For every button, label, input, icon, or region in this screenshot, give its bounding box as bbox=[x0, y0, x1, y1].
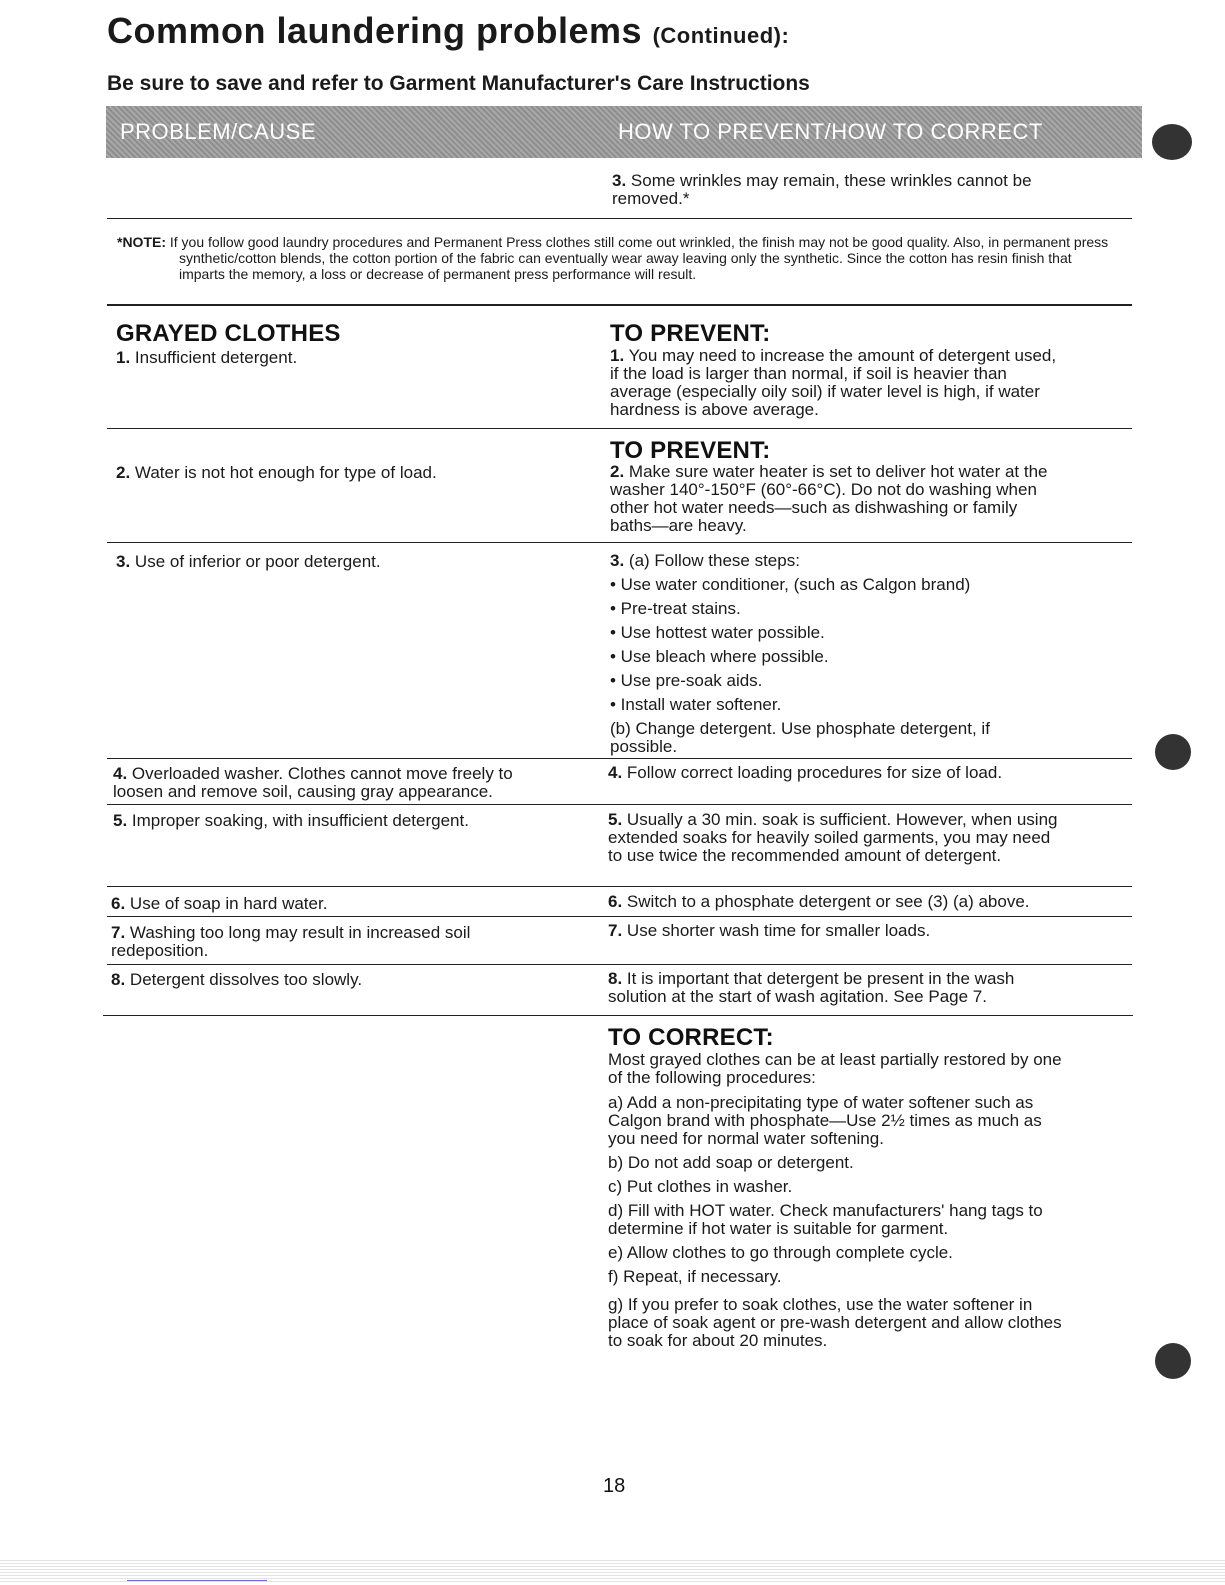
divider bbox=[107, 886, 1132, 887]
fix-item bbox=[608, 811, 1058, 865]
fix-step: • Use pre-soak aids. bbox=[610, 671, 763, 690]
wrinkle-fix-text: Some wrinkles may remain, these wrinkles cannot be removed.* bbox=[612, 171, 1032, 208]
cause-item bbox=[113, 765, 563, 801]
fix-item bbox=[608, 764, 1058, 782]
prevent-heading: TO PREVENT: bbox=[610, 437, 771, 464]
fix-num: 5. bbox=[608, 810, 623, 829]
correct-step: g) If you prefer to soak clothes, use the water softener in place of soak agent or pre-wash detergent and allow clothes to soak for about 20 minutes. bbox=[608, 1295, 1062, 1350]
correct-step: d) Fill with HOT water. Check manufacturers' hang tags to determine if hot water is suitable for garment. bbox=[608, 1201, 1043, 1238]
fix-step-b: (b) Change detergent. Use phosphate detergent, if possible. bbox=[610, 719, 990, 756]
correct-step: b) Do not add soap or detergent. bbox=[608, 1153, 854, 1172]
note-text: If you follow good laundry procedures and Permanent Press clothes still come out wrinkled, the finish may not be good quality. Also, in permanent press synthetic/cotton blends, the cotton portion of the fabric can eventually wear away leaving only the synthetic. Since the cotton has resin finish that imparts the memory, a loss or decrease of permanent press performance will result. bbox=[169, 234, 1109, 282]
scan-artifact-band bbox=[0, 1560, 1225, 1582]
correct-intro: Most grayed clothes can be at least partially restored by one of the following procedures: bbox=[608, 1050, 1062, 1087]
fix-step: • Use water conditioner, (such as Calgon brand) bbox=[610, 575, 971, 594]
fix-num: 8. bbox=[608, 969, 623, 988]
note-block bbox=[117, 234, 1114, 282]
cause-item bbox=[111, 895, 561, 913]
side-tab-marker bbox=[1155, 1343, 1191, 1379]
cause-num: 6. bbox=[111, 894, 126, 913]
divider bbox=[107, 304, 1132, 306]
cause-num: 5. bbox=[113, 811, 128, 830]
correct-block bbox=[608, 1051, 1063, 1356]
cause-item bbox=[111, 971, 561, 989]
fix-item bbox=[608, 970, 1058, 1006]
page-subtitle: Be sure to save and refer to Garment Manufacturer's Care Instructions bbox=[107, 72, 810, 95]
fix-text: Use shorter wash time for smaller loads. bbox=[626, 921, 931, 940]
side-tab-marker bbox=[1155, 734, 1191, 770]
fix-step: • Use bleach where possible. bbox=[610, 647, 829, 666]
cause-num: 7. bbox=[111, 923, 126, 942]
fix-text: You may need to increase the amount of detergent used, if the load is larger than normal, if soil is heavier than average (especially oily soil) if water level is high, if water hardness is above average. bbox=[610, 346, 1057, 419]
divider bbox=[107, 964, 1132, 965]
fix-num: 7. bbox=[608, 921, 623, 940]
cause-text: Detergent dissolves too slowly. bbox=[129, 970, 363, 989]
correct-step: a) Add a non-precipitating type of water softener such as Calgon brand with phosphate—Use 2½ times as much as you need for normal water softening. bbox=[608, 1093, 1042, 1148]
fix-num: 2. bbox=[610, 462, 625, 481]
fix-text: Switch to a phosphate detergent or see (3) (a) above. bbox=[626, 892, 1030, 911]
fix-num: 1. bbox=[610, 346, 625, 365]
fix-text: It is important that detergent be present in the wash solution at the start of wash agitation. See Page 7. bbox=[608, 969, 1015, 1006]
cause-num: 8. bbox=[111, 970, 126, 989]
cause-num: 3. bbox=[116, 552, 131, 571]
cause-item bbox=[116, 349, 556, 367]
fix-step: • Pre-treat stains. bbox=[610, 599, 741, 618]
column-header-prevent: HOW TO PREVENT/HOW TO CORRECT bbox=[618, 119, 1043, 144]
fix-item bbox=[610, 347, 1060, 419]
fix-item bbox=[610, 552, 1060, 762]
cause-item bbox=[111, 924, 531, 960]
fix-item bbox=[608, 893, 1078, 911]
column-header-problem: PROBLEM/CAUSE bbox=[120, 119, 316, 144]
wrinkle-fix-num: 3. bbox=[612, 171, 627, 190]
fix-intro: (a) Follow these steps: bbox=[628, 551, 800, 570]
cause-num: 1. bbox=[116, 348, 131, 367]
cause-num: 4. bbox=[113, 764, 128, 783]
divider bbox=[107, 542, 1132, 543]
column-header-bar bbox=[106, 106, 1142, 158]
prevent-heading: TO PREVENT: bbox=[610, 320, 771, 347]
fix-step: • Install water softener. bbox=[610, 695, 782, 714]
cause-num: 2. bbox=[116, 463, 131, 482]
cause-text: Use of inferior or poor detergent. bbox=[134, 552, 381, 571]
wrinkle-fix bbox=[612, 172, 1072, 208]
fix-text: Follow correct loading procedures for size of load. bbox=[626, 763, 1003, 782]
cause-text: Insufficient detergent. bbox=[134, 348, 298, 367]
page-title-suffix: (Continued): bbox=[652, 23, 790, 48]
scan-artifact-line bbox=[127, 1580, 267, 1581]
correct-step: c) Put clothes in washer. bbox=[608, 1177, 793, 1196]
fix-num: 4. bbox=[608, 763, 623, 782]
cause-text: Overloaded washer. Clothes cannot move freely to loosen and remove soil, causing gray appearance. bbox=[113, 764, 513, 801]
fix-step: • Use hottest water possible. bbox=[610, 623, 825, 642]
page-number: 18 bbox=[603, 1475, 626, 1497]
cause-text: Use of soap in hard water. bbox=[129, 894, 328, 913]
fix-text: Usually a 30 min. soak is sufficient. However, when using extended soaks for heavily soiled garments, you may need to use twice the recommended amount of detergent. bbox=[608, 810, 1058, 865]
page-title bbox=[107, 10, 789, 52]
divider bbox=[107, 916, 1132, 917]
note-label: *NOTE: bbox=[117, 234, 166, 250]
page-title-text: Common laundering problems bbox=[107, 10, 643, 51]
cause-text: Washing too long may result in increased soil redeposition. bbox=[111, 923, 471, 960]
divider bbox=[107, 804, 1132, 805]
divider bbox=[107, 218, 1132, 219]
cause-item bbox=[116, 553, 556, 571]
correct-heading: TO CORRECT: bbox=[608, 1024, 774, 1051]
fix-text: Make sure water heater is set to deliver hot water at the washer 140°-150°F (60°-66°C). Do not do washing when other hot water needs—such as dishwashing or family baths—are heavy. bbox=[610, 462, 1048, 535]
fix-num: 6. bbox=[608, 892, 623, 911]
correct-step: f) Repeat, if necessary. bbox=[608, 1267, 782, 1286]
cause-text: Water is not hot enough for type of load. bbox=[134, 463, 437, 482]
fix-item bbox=[608, 922, 1058, 940]
fix-num: 3. bbox=[610, 551, 625, 570]
cause-item bbox=[113, 812, 563, 830]
cause-text: Improper soaking, with insufficient detergent. bbox=[131, 811, 469, 830]
section-heading-grayed: GRAYED CLOTHES bbox=[116, 320, 341, 347]
divider bbox=[107, 428, 1132, 429]
fix-item bbox=[610, 463, 1060, 535]
side-tab-marker bbox=[1152, 124, 1192, 160]
divider bbox=[103, 1015, 1133, 1016]
cause-item bbox=[116, 464, 556, 482]
correct-step: e) Allow clothes to go through complete cycle. bbox=[608, 1243, 953, 1262]
divider bbox=[107, 758, 1132, 759]
